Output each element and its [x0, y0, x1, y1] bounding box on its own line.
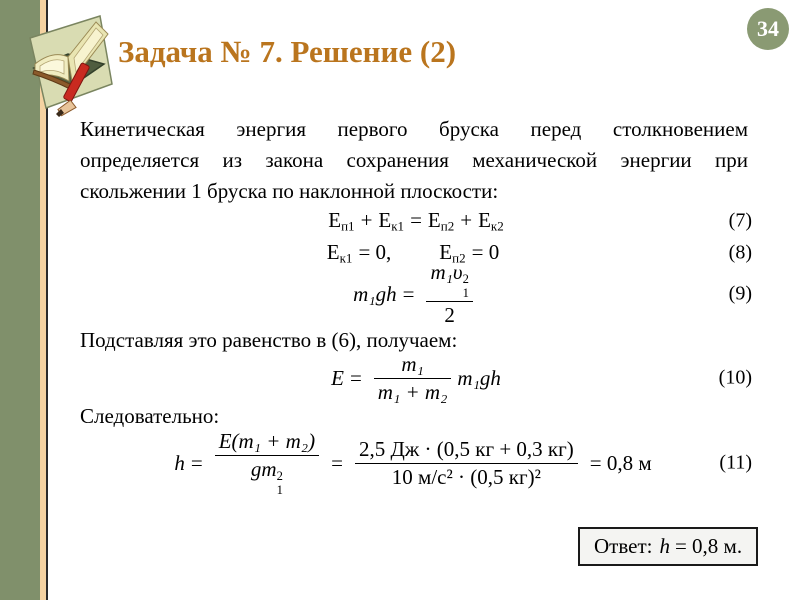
- intro-line: скольжении 1 бруска по наклонной плоскости:: [80, 179, 499, 203]
- equation-11-result: = 0,8 м: [589, 450, 652, 475]
- answer-box: [578, 527, 758, 566]
- equation-11-lhs: h: [174, 450, 185, 475]
- equation-11-label: (11): [719, 451, 752, 474]
- fraction: $\frac{2,5 Дж \cdot (0,5 кг + 0,3 кг)}{\text{10 м/с² · (0,5 кг)²}}$: [355, 437, 578, 490]
- book-pencil-icon: [20, 4, 116, 120]
- equation-10-post: m₁gh: [457, 365, 501, 390]
- equation-9-label: (9): [728, 282, 752, 305]
- slide-title: Задача № 7. Решение (2): [118, 34, 457, 69]
- equation-8-body: $E_{к1} = 0$, $E_{п2} = 0$: [326, 239, 500, 266]
- answer-variable: h: [659, 534, 670, 558]
- equation-7-body: $E_{п1} + E_{к1} = E_{п2} + E_{к2}$: [328, 207, 504, 234]
- fraction: m₁υ 2 1 2: [426, 260, 472, 328]
- page-number-badge: [747, 8, 789, 50]
- equation-9: m₁gh = m₁υ 2 1 2 (9): [353, 260, 752, 327]
- equation-10-lhs: E: [331, 365, 344, 390]
- equation-9-lhs: m₁gh: [353, 281, 397, 306]
- fraction: $\frac{\text{m₁}}{\text{m₁ + m₂}}$: [374, 352, 452, 405]
- paragraph-substitute: Подставляя это равенство в (6), получаем:: [80, 328, 458, 352]
- equation-8: [80, 238, 752, 268]
- paragraph-therefore: Следовательно:: [80, 404, 220, 428]
- answer-value: = 0,8 м.: [674, 534, 743, 558]
- equation-8-label: (8): [728, 241, 752, 264]
- answer-prefix: Ответ:: [594, 534, 653, 558]
- equation-7-label: (7): [728, 209, 752, 232]
- equation-10-label: (10): [718, 366, 752, 389]
- equation-7: [80, 206, 752, 236]
- fraction: E(m₁ + m₂) gm 2 1: [215, 429, 319, 497]
- intro-line: определяется из закона сохранения механической энергии при: [80, 148, 748, 172]
- intro-paragraph: [80, 114, 748, 207]
- equation-10: E = $\frac{\text{m₁}}{\text{m₁ + m₂}}$ m₁gh (10): [331, 351, 752, 404]
- page-number: 34: [757, 16, 779, 41]
- intro-line: Кинетическая энергия первого бруска перед столкновением: [80, 117, 748, 141]
- equation-11: h = E(m₁ + m₂) gm 2 1 = $\frac{2,5 Дж \cdot (0,5 кг + 0,3 кг)}{\text{10 м/с² · (0,5 кг)²}}$ = 0,8 м (11): [174, 429, 752, 497]
